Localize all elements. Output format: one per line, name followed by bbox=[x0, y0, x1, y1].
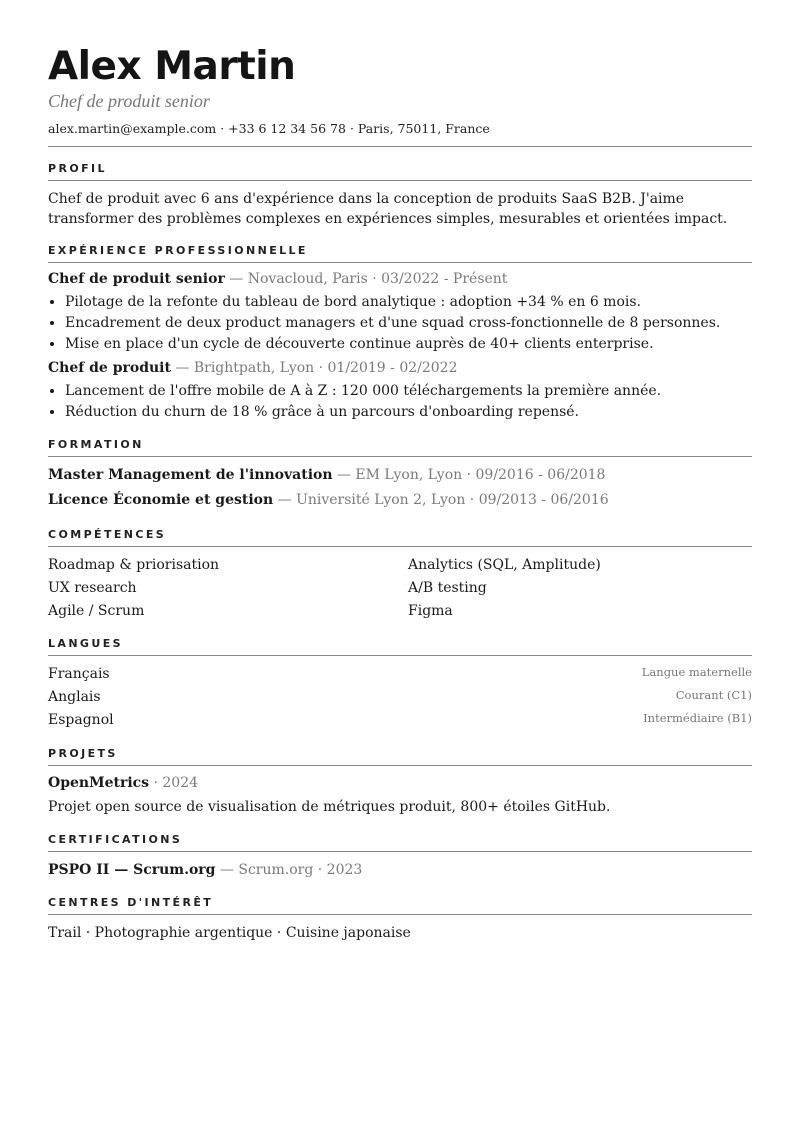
profile-text: Chef de produit avec 6 ans d'expérience dans la conception de produits SaaS B2B. J'aime transformer des problèmes complexes en expériences simples, mesurables et orientées impact. bbox=[48, 191, 728, 227]
interests-text: Trail · Photographie argentique · Cuisine japonaise bbox=[48, 925, 411, 941]
resume-header bbox=[48, 44, 752, 147]
skill-item: UX research bbox=[48, 580, 137, 596]
skill-item: A/B testing bbox=[408, 580, 487, 596]
education-meta: — EM Lyon, Lyon · 09/2016 - 06/2018 bbox=[332, 467, 606, 483]
experience-role: Chef de produit senior bbox=[48, 271, 225, 287]
language-row bbox=[48, 663, 752, 686]
education-entry bbox=[48, 463, 752, 488]
education-degree: Licence Économie et gestion bbox=[48, 492, 274, 508]
certification-name: PSPO II — Scrum.org bbox=[48, 862, 216, 878]
language-name: Français bbox=[48, 666, 110, 682]
language-name: Espagnol bbox=[48, 712, 114, 728]
education-degree: Master Management de l'innovation bbox=[48, 467, 333, 483]
language-row bbox=[48, 686, 752, 709]
language-level: Courant (C1) bbox=[675, 688, 752, 702]
section-title-experience: EXPÉRIENCE PROFESSIONNELLE bbox=[48, 244, 752, 263]
experience-bullet: • Lancement de l'offre mobile de A à Z : 120 000 téléchargements la première année. bbox=[65, 381, 752, 402]
skill-item: Figma bbox=[408, 603, 453, 619]
skill-item: Roadmap & priorisation bbox=[48, 557, 220, 573]
section-title-skills: COMPÉTENCES bbox=[48, 528, 752, 547]
section-languages bbox=[48, 637, 752, 732]
section-education bbox=[48, 438, 752, 513]
section-interests bbox=[48, 896, 752, 943]
candidate-name: Alex Martin bbox=[48, 44, 296, 89]
project-name: OpenMetrics bbox=[48, 775, 150, 791]
header-divider bbox=[48, 146, 752, 147]
section-profile bbox=[48, 162, 752, 229]
education-meta: — Université Lyon 2, Lyon · 09/2013 - 06/2016 bbox=[273, 492, 609, 508]
section-title-profile: PROFIL bbox=[48, 162, 752, 181]
language-level: Intermédiaire (B1) bbox=[643, 711, 752, 725]
experience-bullet: • Réduction du churn de 18 % grâce à un parcours d'onboarding repensé. bbox=[65, 402, 752, 423]
project-description: Projet open source de visualisation de métriques produit, 800+ étoiles GitHub. bbox=[48, 799, 611, 815]
experience-bullet: • Encadrement de deux product managers et d'une squad cross-fonctionnelle de 8 personnes. bbox=[65, 313, 752, 334]
experience-entry bbox=[48, 358, 752, 423]
section-certifications bbox=[48, 833, 752, 881]
skill-item: Analytics (SQL, Amplitude) bbox=[408, 557, 601, 573]
section-experience bbox=[48, 244, 752, 423]
section-title-projects: PROJETS bbox=[48, 747, 752, 766]
section-title-interests: CENTRES D'INTÉRÊT bbox=[48, 896, 752, 915]
experience-role: Chef de produit bbox=[48, 360, 171, 376]
language-row bbox=[48, 709, 752, 732]
experience-meta: — Brightpath, Lyon · 01/2019 - 02/2022 bbox=[170, 360, 458, 376]
section-title-education: FORMATION bbox=[48, 438, 752, 457]
education-entry bbox=[48, 488, 752, 513]
candidate-headline: Chef de produit senior bbox=[48, 91, 210, 111]
language-level: Langue maternelle bbox=[641, 665, 752, 679]
project-meta: · 2024 bbox=[149, 775, 199, 791]
section-title-languages: LANGUES bbox=[48, 637, 752, 656]
experience-meta: — Novacloud, Paris · 03/2022 - Présent bbox=[224, 271, 508, 287]
section-title-certifications: CERTIFICATIONS bbox=[48, 833, 752, 852]
experience-bullet: • Mise en place d'un cycle de découverte continue auprès de 40+ clients enterprise. bbox=[65, 334, 752, 355]
experience-bullet: • Pilotage de la refonte du tableau de bord analytique : adoption +34 % en 6 mois. bbox=[65, 292, 752, 313]
certification-meta: — Scrum.org · 2023 bbox=[215, 862, 363, 878]
certification-entry bbox=[48, 860, 752, 881]
section-projects bbox=[48, 747, 752, 818]
skill-item: Agile / Scrum bbox=[48, 603, 145, 619]
section-skills bbox=[48, 528, 752, 622]
contact-line: alex.martin@example.com · +33 6 12 34 56 78 · Paris, 75011, France bbox=[48, 121, 490, 136]
project-entry bbox=[48, 773, 752, 794]
language-name: Anglais bbox=[48, 689, 101, 705]
experience-entry bbox=[48, 269, 752, 355]
